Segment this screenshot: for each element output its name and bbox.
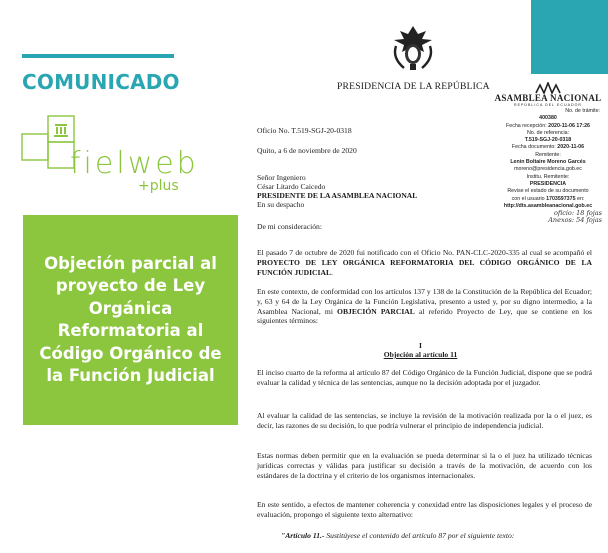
stamp-line: No. de referencia: xyxy=(526,129,570,136)
section-number: I xyxy=(419,341,422,350)
letter-date: Quito, a 6 de noviembre de 2020 xyxy=(257,146,357,155)
paragraph: En este sentido, a efectos de mantener coherencia y conexidad entre las disposiciones legales y el proceso de evaluación, propongo el siguiente texto alternativo: xyxy=(257,500,592,519)
stamp-line: PRESIDENCIA xyxy=(529,180,567,187)
stamp-line: Lenin Boltaire Moreno Garcés xyxy=(510,159,586,166)
stamp-title: ASAMBLEA NACIONAL xyxy=(494,93,602,103)
addressee-line: Señor Ingeniero xyxy=(257,173,306,182)
paragraph: En este contexto, de conformidad con los artículos 137 y 138 de la Constitución de la República del Ecuador; y, 63 y 64 de la Ley Orgánica de la Función Legislativa, presento a usted y, por su digno intermedio, a la Asamblea Nacional, mi OBJECIÓN PARCIAL al referido Proyecto de Ley, que se contiene en los siguientes términos: xyxy=(257,287,592,326)
stamp-line: Institu. Remitente: xyxy=(526,173,570,180)
teal-corner-block xyxy=(531,0,608,74)
paragraph: El inciso cuarto de la reforma al artículo 87 del Código Orgánico de la Función Judicial, dispone que se podrá evaluar la calidad y técnica de las sentencias, aunque no la decisión adoptada por el juzgador. xyxy=(257,368,592,387)
paragraph: Al evaluar la calidad de las sentencias, se incluye la revisión de la motivación realizada por la o el juez, es decir, las razones de su decisión, lo que podría vulnerar el principio de independencia judicial. xyxy=(257,411,592,430)
paragraph: El pasado 7 de octubre de 2020 fui notificado con el Oficio No. PAN-CLC-2020-335 al cual se acompañó el PROYECTO DE LEY ORGÁNICA REFORMATORIA DEL CÓDIGO ORGÁNICO DE LA FUNCIÓN JUDICIAL. xyxy=(257,248,592,277)
addressee-line: César Litardo Caicedo xyxy=(257,182,326,191)
stamp-line: Fecha recepción: 2020-11-06 17:26 xyxy=(506,122,590,129)
addressee-line: En su despacho xyxy=(257,200,305,209)
stamp-line: Fecha documento: 2020-11-06 xyxy=(511,144,585,151)
salutation: De mi consideración: xyxy=(257,222,322,231)
fielweb-logo xyxy=(18,108,228,198)
reception-stamp xyxy=(488,82,608,225)
stamp-line: moreno@presidencia.gob.ec xyxy=(514,166,582,173)
stamp-line: Revise el estado de su documento xyxy=(507,188,589,195)
quote-line: "Artículo 11.- Sustitúyese el contenido del artículo 87 por el siguiente texto: xyxy=(281,531,515,540)
stamp-line: con el usuario 1703597375 en: xyxy=(511,195,585,202)
handwritten-note: oficio: 18 fojas xyxy=(553,209,602,218)
presidencia-header: PRESIDENCIA DE LA REPÚBLICA xyxy=(337,81,490,92)
stamp-line: No. de trámite: xyxy=(565,108,600,114)
handwritten-note: Anexos: 54 fojas xyxy=(548,216,602,225)
section-title: Objeción al artículo 11 xyxy=(383,350,458,359)
stamp-line: http://dts.asambleanacional.gob.ec xyxy=(503,202,593,209)
stamp-subtitle: REPÚBLICA DEL ECUADOR xyxy=(514,103,582,107)
stamp-line: 400380 xyxy=(539,115,557,122)
oficio-number: Oficio No. T.519-SGJ-20-0318 xyxy=(257,126,352,135)
logo-wordmark: fielweb xyxy=(70,146,199,181)
ecuador-coat-of-arms-icon xyxy=(388,24,438,72)
paragraph: Estas normas deben permitir que en la evaluación se pueda determinar si la o el juez ha utilizado técnicas jurídicas correctas y válidas para justificar su decisión a través de la motivación, de acuerdo con los estándares de la doctrina y el criterio de los organismos internacionales. xyxy=(257,451,592,480)
headline-box xyxy=(23,215,238,425)
logo-plus: +plus xyxy=(138,178,179,194)
accent-bar xyxy=(22,54,174,58)
stamp-line: T.519-SGJ-20-0318 xyxy=(524,137,572,144)
comunicado-heading: COMUNICADO xyxy=(22,70,180,94)
addressee-line: PRESIDENTE DE LA ASAMBLEA NACIONAL xyxy=(257,191,418,200)
document-page xyxy=(233,0,608,553)
stamp-line: Remitente: xyxy=(535,151,561,158)
headline-text: Objeción parcial al proyecto de Ley Orgánica Reformatoria al Código Orgánico de la Función Judicial xyxy=(39,253,222,385)
